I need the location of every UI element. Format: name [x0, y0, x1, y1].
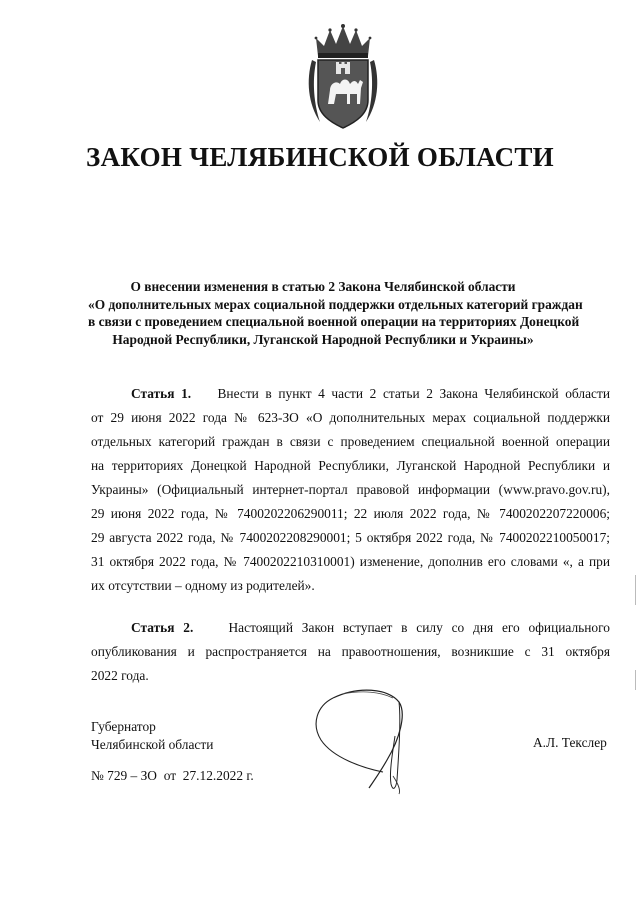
article-2-line: [91, 616, 610, 640]
article-1-line: 29 августа 2022 года, № 7400202208290001; 5 октября 2022 года, № 7400202210050017;: [91, 530, 610, 545]
article-1-line: [91, 382, 610, 406]
article-2-line: 2022 года.: [91, 668, 149, 683]
subject-line: О внесении изменения в статью 2 Закона Челябинской области: [130, 279, 516, 294]
registration-from: от: [163, 768, 177, 783]
position-line: Губернатор: [91, 719, 156, 734]
subject-line: «О дополнительных мерах социальной поддержки отдельных категорий граждан: [88, 296, 583, 312]
subject-line: в связи с проведением специальной военной операции на территориях Донецкой: [88, 314, 580, 329]
article-1-line: 31 октября 2022 года, № 7400202210310001) изменение, дополнив его словами «, а при: [91, 554, 610, 569]
article-1-line: от 29 июня 2022 года № 623-ЗО «О дополнительных мерах социальной поддержки: [91, 410, 610, 425]
handwritten-signature: [303, 680, 413, 800]
law-subject: [88, 278, 583, 348]
article-1: [91, 382, 610, 598]
scan-margin-mark: [635, 670, 636, 690]
article-2-line: опубликования и распространяется на правоотношения, возникшие с 31 октября: [91, 644, 610, 659]
signer-name: А.Л. Текслер: [533, 735, 607, 750]
article-2: [91, 616, 610, 688]
signer-position: [91, 718, 213, 754]
article-2-heading: Статья 2.: [131, 620, 194, 635]
coat-of-arms-icon: [306, 22, 380, 132]
registration-date: 27.12.2022 г.: [182, 768, 254, 783]
article-1-line: отдельных категорий граждан в связи с проведением специальной военной операции: [91, 434, 610, 449]
registration-number: № 729 – ЗО: [91, 768, 157, 783]
registration-line: [91, 768, 254, 784]
article-1-line: на территориях Донецкой Народной Республики, Луганской Народной Республики и: [91, 458, 610, 473]
scan-margin-mark: [635, 575, 636, 605]
article-1-text: Внести в пункт 4 части 2 статьи 2 Закона Челябинской области: [217, 386, 610, 401]
position-line: Челябинской области: [91, 737, 214, 752]
article-1-line: их отсутствии – одному из родителей».: [91, 578, 315, 593]
article-2-text: Настоящий Закон вступает в силу со дня его официального: [228, 620, 610, 635]
document-title: ЗАКОН ЧЕЛЯБИНСКОЙ ОБЛАСТИ: [86, 142, 554, 172]
subject-line: Народной Республики, Луганской Народной Республики и Украины»: [112, 331, 534, 347]
article-1-line: 29 июня 2022 года, № 7400202206290011; 22 июля 2022 года, № 7400202207220006;: [91, 506, 610, 521]
article-1-line: Украины» (Официальный интернет-портал правовой информации (www.pravo.gov.ru),: [91, 482, 610, 497]
article-1-heading: Статья 1.: [131, 386, 192, 401]
